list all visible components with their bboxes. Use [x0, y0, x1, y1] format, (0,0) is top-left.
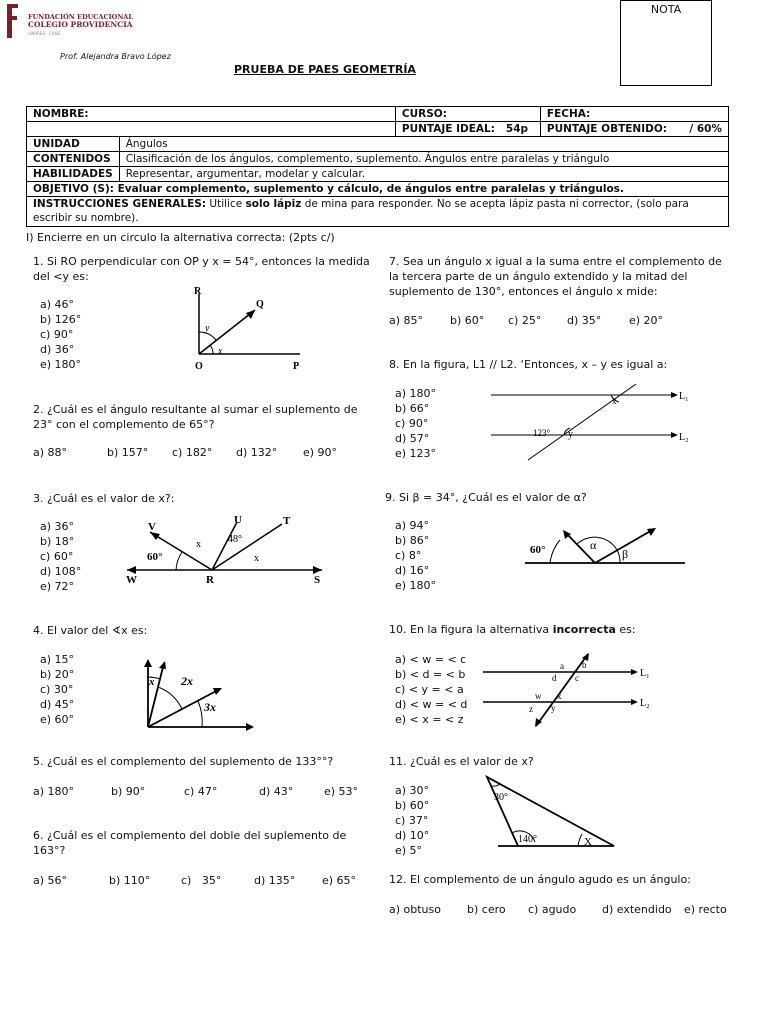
- option[interactable]: d) extendido: [602, 903, 672, 916]
- fig-label: 140°: [518, 834, 537, 845]
- option[interactable]: e) recto: [684, 903, 727, 916]
- option[interactable]: c) 25°: [508, 314, 542, 327]
- school-logo: [4, 2, 144, 42]
- option[interactable]: a) 36°: [40, 520, 75, 533]
- q6-text: 6. ¿Cuál es el complemento del doble del suplemento de 163°?: [33, 829, 347, 857]
- fig-label: T: [283, 515, 291, 527]
- logo-line2: COLEGIO PROVIDENCIA: [28, 20, 133, 29]
- fig-label: R: [194, 286, 202, 297]
- grade-label: NOTA: [650, 3, 682, 16]
- fig-label: S: [314, 574, 321, 586]
- fig-label: x: [254, 553, 259, 564]
- option[interactable]: e) 65°: [322, 874, 357, 887]
- professor-name: Prof. Alejandra Bravo López: [60, 52, 171, 61]
- fig-label: x: [557, 691, 562, 701]
- q11-figure: [478, 772, 623, 852]
- option[interactable]: b) 90°: [111, 785, 146, 798]
- obtained-score: PUNTAJE OBTENIDO: / 60%: [540, 122, 728, 137]
- fig-label: y: [205, 323, 210, 334]
- option[interactable]: c) 8°: [395, 549, 422, 562]
- option[interactable]: a) 85°: [389, 314, 424, 327]
- option[interactable]: d) 43°: [259, 785, 294, 798]
- ideal-score: PUNTAJE IDEAL: 54p: [395, 122, 540, 137]
- section-instructions: I) Encierre en un circulo la alternativa correcta: (2pts c/): [26, 231, 335, 244]
- option[interactable]: e) 72°: [40, 580, 75, 593]
- option[interactable]: a) 15°: [40, 653, 75, 666]
- option[interactable]: d) 45°: [40, 698, 75, 711]
- option[interactable]: c) 90°: [395, 417, 429, 430]
- option[interactable]: d) 36°: [40, 343, 75, 356]
- fig-label: Q: [256, 299, 264, 310]
- school-crest-icon: [4, 2, 22, 40]
- option[interactable]: a) 88°: [33, 446, 68, 459]
- option[interactable]: a) 180°: [33, 785, 75, 798]
- option[interactable]: e) 5°: [395, 844, 423, 857]
- unit-value: Ángulos: [119, 137, 728, 152]
- fig-label: 30°: [494, 792, 508, 803]
- fig-label: x: [612, 396, 617, 406]
- student-info-table: [26, 106, 729, 227]
- option[interactable]: e) 180°: [40, 358, 82, 371]
- option[interactable]: a) 30°: [395, 784, 430, 797]
- q1-options: [40, 297, 81, 372]
- fig-label: 60°: [147, 551, 163, 563]
- option[interactable]: b) 110°: [109, 874, 151, 887]
- option[interactable]: a) 94°: [395, 519, 430, 532]
- option[interactable]: e) 180°: [395, 579, 437, 592]
- name-field[interactable]: NOMBRE:: [27, 107, 396, 122]
- q10-text: 10. En la figura la alternativa incorrecta es:: [389, 623, 636, 636]
- fig-label: L₂: [640, 698, 650, 709]
- q8-text: 8. En la figura, L1 // L2. ‘Entonces, x – y es igual a:: [389, 358, 668, 371]
- option[interactable]: b) cero: [467, 903, 506, 916]
- q11-text: 11. ¿Cuál es el valor de x?: [389, 755, 534, 768]
- fig-label: x: [218, 346, 223, 357]
- skills-label: HABILIDADES: [27, 167, 120, 182]
- q8-options: [395, 386, 436, 461]
- q7-text: 7. Sea un ángulo x igual a la suma entre el complemento de la tercera parte de un ángulo extendido y la mitad del suplemento de 130°, entonces el ángulo x mide:: [389, 255, 722, 298]
- fig-label: R: [206, 574, 214, 586]
- objective: OBJETIVO (S): Evaluar complemento, suplemento y cálculo, de ángulos entre paralelas y triángulos.: [27, 182, 729, 197]
- fig-label: b: [582, 660, 587, 670]
- option[interactable]: a) < w = < c: [395, 653, 467, 666]
- q9-options: [395, 518, 436, 593]
- option[interactable]: b) < d = < b: [395, 668, 466, 681]
- contents-label: CONTENIDOS: [27, 152, 120, 167]
- option[interactable]: e) 60°: [40, 713, 75, 726]
- fig-label: x: [149, 676, 155, 688]
- option[interactable]: a) 180°: [395, 387, 437, 400]
- option[interactable]: e) 53°: [324, 785, 359, 798]
- q4-text: 4. El valor del ∢x es:: [33, 624, 148, 637]
- q1-figure: [185, 282, 315, 374]
- option[interactable]: a) 46°: [40, 298, 75, 311]
- fig-label: P: [293, 361, 300, 372]
- fig-label: a: [560, 661, 564, 671]
- option[interactable]: d) 10°: [395, 829, 430, 842]
- option[interactable]: e) 20°: [629, 314, 664, 327]
- fig-label: 48°: [228, 534, 242, 545]
- option[interactable]: b) 18°: [40, 535, 75, 548]
- q10-figure: [478, 652, 678, 728]
- option[interactable]: d) 57°: [395, 432, 430, 445]
- option[interactable]: d) 108°: [40, 565, 82, 578]
- option[interactable]: c) 90°: [40, 328, 74, 341]
- q9-figure: [520, 520, 690, 570]
- q5-text: 5. ¿Cuál es el complemento del suplemento de 133°°?: [33, 755, 334, 768]
- option[interactable]: d) 16°: [395, 564, 430, 577]
- option[interactable]: b) 60°: [395, 799, 430, 812]
- option[interactable]: d) < w = < d: [395, 698, 468, 711]
- q11-options: [395, 783, 429, 858]
- logo-line3: LINARES · CHILE: [28, 31, 61, 36]
- fig-label: x: [196, 539, 201, 550]
- fig-label: y: [551, 703, 556, 713]
- q3-options: [40, 519, 81, 594]
- option[interactable]: e) < x = < z: [395, 713, 464, 726]
- unit-label: UNIDAD: [27, 137, 120, 152]
- contents-value: Clasificación de los ángulos, complemento, suplemento. Ángulos entre paralelas y triángulo: [119, 152, 728, 167]
- fig-label: d: [552, 673, 557, 683]
- fig-label: V: [148, 521, 156, 533]
- option[interactable]: b) 126°: [40, 313, 82, 326]
- option[interactable]: b) 66°: [395, 402, 430, 415]
- fig-label: W: [126, 574, 137, 586]
- fig-label: 3x: [204, 700, 216, 714]
- option[interactable]: b) 20°: [40, 668, 75, 681]
- fig-label: w: [535, 691, 542, 701]
- grade-box: [620, 0, 712, 86]
- option[interactable]: c) 47°: [184, 785, 218, 798]
- q4-figure: [138, 655, 258, 735]
- option[interactable]: b) 157°: [107, 446, 149, 459]
- fig-label: 2x: [181, 674, 193, 688]
- date-field[interactable]: FECHA:: [540, 107, 728, 122]
- option[interactable]: b) 86°: [395, 534, 430, 547]
- option[interactable]: e) 123°: [395, 447, 437, 460]
- fig-label: α: [590, 538, 597, 552]
- option[interactable]: c) 35°: [181, 874, 222, 887]
- q3-text: 3. ¿Cuál es el valor de x?:: [33, 492, 175, 505]
- q3-figure: [122, 510, 337, 588]
- fig-label: y: [568, 429, 573, 440]
- fig-label: β: [622, 547, 629, 561]
- option[interactable]: d) 135°: [254, 874, 296, 887]
- fig-label: O: [195, 361, 203, 372]
- q4-options: [40, 652, 74, 727]
- q12-text: 12. El complemento de un ángulo agudo es un ángulo:: [389, 873, 691, 886]
- option[interactable]: c) 30°: [40, 683, 74, 696]
- option[interactable]: a) obtuso: [389, 903, 441, 916]
- option[interactable]: b) 60°: [450, 314, 485, 327]
- fig-label: z: [529, 704, 533, 714]
- fig-label: L₁: [679, 391, 689, 402]
- course-field[interactable]: CURSO:: [395, 107, 540, 122]
- fig-label: U: [234, 514, 242, 526]
- logo-line1: FUNDACIÓN EDUCACIONAL: [28, 13, 133, 21]
- fig-label: c: [575, 673, 579, 683]
- fig-label: L₂: [679, 432, 689, 443]
- q1-text: 1. Si RO perpendicular con OP y x = 54°, entonces la medida del <y es:: [33, 255, 370, 283]
- option[interactable]: c) agudo: [528, 903, 577, 916]
- q10-options: [395, 652, 467, 727]
- q9-text: 9. Si β = 34°, ¿Cuál es el valor de α?: [385, 491, 587, 504]
- q2-text: 2. ¿Cuál es el ángulo resultante al sumar el suplemento de 23° con el complemento de 65°?: [33, 403, 358, 431]
- option[interactable]: e) 90°: [303, 446, 338, 459]
- fig-label: X: [584, 836, 592, 848]
- option[interactable]: c) 182°: [172, 446, 213, 459]
- option[interactable]: c) < y = < a: [395, 683, 464, 696]
- option[interactable]: a) 56°: [33, 874, 68, 887]
- option[interactable]: d) 132°: [236, 446, 278, 459]
- test-title: PRUEBA DE PAES GEOMETRÍA: [234, 63, 416, 76]
- option[interactable]: c) 60°: [40, 550, 74, 563]
- option[interactable]: d) 35°: [567, 314, 602, 327]
- skills-value: Representar, argumentar, modelar y calcular.: [119, 167, 728, 182]
- q8-figure: [486, 382, 726, 462]
- fig-label: 60°: [530, 544, 546, 556]
- fig-label: 123°: [533, 428, 551, 438]
- option[interactable]: c) 37°: [395, 814, 429, 827]
- fig-label: L₁: [640, 668, 650, 679]
- instructions: INSTRUCCIONES GENERALES: Utilice solo lápiz de mina para responder. No se acepta lápiz pasta ni corrector, (solo para escribir su nombre).: [27, 197, 729, 227]
